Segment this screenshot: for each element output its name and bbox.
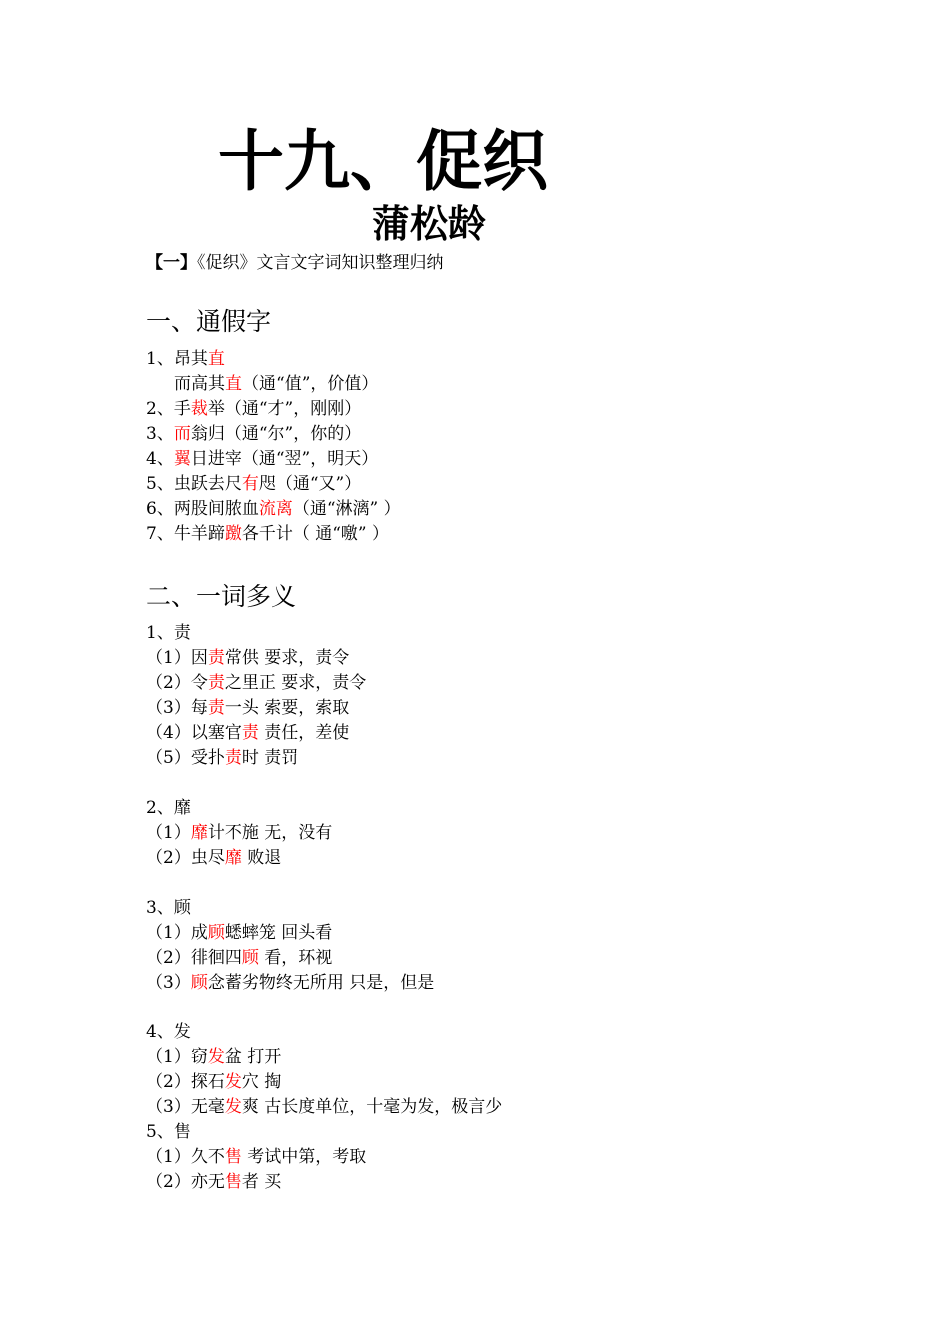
- intro-bracket: 【一】: [146, 253, 197, 273]
- highlight-word: 发: [207, 1047, 225, 1067]
- list-item: [174, 372, 378, 397]
- highlight-word: 责: [241, 723, 259, 743]
- highlight-word: 责: [207, 698, 225, 718]
- item-note: 爽 古长度单位，十毫为发，极言少: [241, 1097, 503, 1117]
- item-text: （2）徘徊四: [146, 948, 242, 968]
- word-heading: [146, 896, 191, 921]
- item-text: 1、责: [146, 623, 191, 643]
- item-text: （2）令: [146, 673, 208, 693]
- item-note: 常供 要求，责令: [224, 648, 350, 668]
- item-note: 咫（通“又”）: [258, 474, 362, 494]
- highlight-word: 靡: [190, 823, 208, 843]
- item-text: 3、: [146, 424, 174, 444]
- list-item: [146, 472, 361, 497]
- section-heading-tongjiazi: 一、通假字: [146, 307, 272, 336]
- list-item: [146, 1145, 366, 1170]
- item-text: 4、: [146, 449, 174, 469]
- list-item: [146, 671, 366, 696]
- item-note: 盆 打开: [224, 1047, 282, 1067]
- item-note: 一头 索要，索取: [224, 698, 350, 718]
- item-note: 考试中第，考取: [241, 1147, 367, 1167]
- list-item: [146, 971, 434, 996]
- highlight-word: 售: [224, 1172, 242, 1192]
- item-text: （1）久不: [146, 1147, 225, 1167]
- author-name: 蒲松龄: [372, 202, 487, 246]
- item-text: （1）窃: [146, 1047, 208, 1067]
- item-text: 1、昂其: [146, 349, 208, 369]
- item-note: 各千计（ 通“噭” ）: [241, 524, 390, 544]
- highlight-word: 售: [224, 1147, 242, 1167]
- list-item: [146, 422, 361, 447]
- item-note: 蟋蟀笼 回头看: [224, 923, 333, 943]
- item-note: 者 买: [241, 1172, 282, 1192]
- item-text: 3、顾: [146, 898, 191, 918]
- list-item: [146, 447, 378, 472]
- list-item: [146, 846, 281, 871]
- item-note: 责任，差使: [258, 723, 350, 743]
- list-item: [146, 721, 349, 746]
- highlight-word: 靡: [224, 848, 242, 868]
- item-text: （3）: [146, 973, 191, 993]
- item-text: （4）以塞官: [146, 723, 242, 743]
- highlight-word: 顾: [241, 948, 259, 968]
- highlight-word: 流离: [258, 499, 293, 519]
- list-item: [146, 946, 332, 971]
- item-text: 6、两股间脓血: [146, 499, 259, 519]
- item-note: 败退: [241, 848, 282, 868]
- item-text: 4、发: [146, 1022, 191, 1042]
- highlight-word: 发: [224, 1072, 242, 1092]
- item-note: 举（通“才”，刚刚）: [207, 399, 362, 419]
- item-note: （通“值”，价值）: [242, 374, 379, 394]
- item-note: 看，环视: [258, 948, 333, 968]
- highlight-word: 顾: [190, 973, 208, 993]
- list-item: [146, 646, 349, 671]
- item-text: （1）因: [146, 648, 208, 668]
- item-text: 5、售: [146, 1122, 191, 1142]
- list-item: [146, 746, 298, 771]
- list-item: [146, 397, 361, 422]
- item-text: 而高其: [174, 374, 225, 394]
- highlight-word: 责: [224, 748, 242, 768]
- list-item: [146, 696, 349, 721]
- item-text: 5、虫跃去尺: [146, 474, 242, 494]
- list-item: [146, 347, 225, 372]
- item-text: （3）每: [146, 698, 208, 718]
- list-item: [146, 1170, 281, 1195]
- item-text: 2、手: [146, 399, 191, 419]
- item-text: （2）虫尽: [146, 848, 225, 868]
- highlight-word: 而: [173, 424, 191, 444]
- item-note: （通“淋漓” ）: [292, 499, 401, 519]
- item-note: 穴 掏: [241, 1072, 282, 1092]
- highlight-word: 裁: [190, 399, 208, 419]
- item-text: （5）受扑: [146, 748, 225, 768]
- list-item: [146, 921, 332, 946]
- highlight-word: 责: [207, 648, 225, 668]
- highlight-word: 直: [225, 374, 242, 394]
- highlight-word: 有: [241, 474, 259, 494]
- intro-line: [146, 250, 444, 276]
- word-heading: [146, 796, 191, 821]
- page-title: 十九、促织: [218, 123, 548, 200]
- list-item: [146, 821, 332, 846]
- list-item: [146, 1070, 281, 1095]
- word-heading: [146, 1020, 191, 1045]
- item-text: （2）探石: [146, 1072, 225, 1092]
- item-text: （2）亦无: [146, 1172, 225, 1192]
- item-text: （1）: [146, 823, 191, 843]
- list-item: [146, 497, 401, 522]
- highlight-word: 躈: [224, 524, 242, 544]
- item-text: （1）成: [146, 923, 208, 943]
- highlight-word: 直: [207, 349, 225, 369]
- highlight-word: 发: [224, 1097, 242, 1117]
- list-item: [146, 1095, 502, 1120]
- item-note: 之里正 要求，责令: [224, 673, 367, 693]
- item-text: 2、靡: [146, 798, 191, 818]
- intro-text: 《促织》文言文字词知识整理归纳: [197, 253, 444, 273]
- highlight-word: 翼: [173, 449, 191, 469]
- word-heading: [146, 1120, 191, 1145]
- item-note: 翁归（通“尔”，你的）: [190, 424, 362, 444]
- item-note: 念蓄劣物终无所用 只是，但是: [207, 973, 435, 993]
- item-text: （3）无毫: [146, 1097, 225, 1117]
- highlight-word: 责: [207, 673, 225, 693]
- item-text: 7、牛羊蹄: [146, 524, 225, 544]
- list-item: [146, 1045, 281, 1070]
- item-note: 计不施 无，没有: [207, 823, 333, 843]
- section-heading-yiciduoyi: 二、一词多义: [146, 582, 297, 611]
- item-note: 日进宰（通“翌”，明天）: [190, 449, 379, 469]
- highlight-word: 顾: [207, 923, 225, 943]
- list-item: [146, 522, 389, 547]
- item-note: 时 责罚: [241, 748, 299, 768]
- word-heading: [146, 621, 191, 646]
